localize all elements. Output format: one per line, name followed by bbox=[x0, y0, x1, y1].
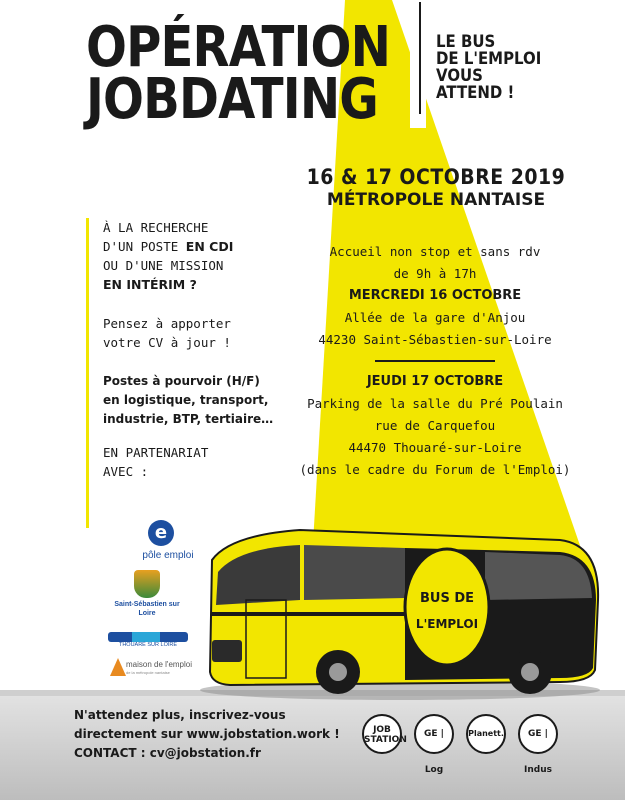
search-line-2-prefix: D'UN POSTE bbox=[103, 239, 186, 254]
partner-line-2: AVEC : bbox=[103, 464, 149, 479]
day2-address-1: Parking de la salle du Pré Poulain bbox=[307, 396, 563, 411]
day2-address-2: rue de Carquefou bbox=[374, 418, 496, 433]
footer-line-2: directement sur www.jobstation.work ! bbox=[74, 727, 340, 741]
schedule-intro-2: de 9h à 17h bbox=[393, 266, 477, 281]
day1-title: MERCREDI 16 OCTOBRE bbox=[348, 288, 522, 303]
title-line-1: OPÉRATION bbox=[86, 15, 391, 80]
thouare-text: THOUARÉ SUR LOIRE bbox=[118, 642, 178, 648]
jobs-line-3: industrie, BTP, tertiaire… bbox=[103, 412, 274, 426]
jobstation-logo: JOB STATION bbox=[362, 714, 402, 754]
bus-front-hub bbox=[329, 663, 347, 681]
footer-text bbox=[74, 706, 364, 763]
pole-emploi-icon: e bbox=[148, 520, 174, 546]
footer-line-1: N'attendez plus, inscrivez-vous bbox=[74, 708, 286, 722]
day2-note: (dans le cadre du Forum de l'Emploi) bbox=[299, 462, 571, 477]
bus-badge bbox=[405, 549, 489, 665]
event-date-text: 16 & 17 OCTOBRE 2019 bbox=[306, 165, 566, 189]
footer-contact: CONTACT : cv@jobstation.fr bbox=[74, 746, 261, 760]
search-line-4: EN INTÉRIM ? bbox=[103, 277, 197, 292]
cv-line-1: Pensez à apporter bbox=[103, 316, 231, 331]
jobs-line-2: en logistique, transport, bbox=[103, 393, 269, 407]
search-line-1: À LA RECHERCHE bbox=[103, 220, 209, 235]
day1-address-1: Allée de la gare d'Anjou bbox=[344, 310, 526, 325]
tagline-line-1: LE BUS bbox=[436, 32, 496, 52]
tagline-line-3: VOUS bbox=[436, 66, 483, 86]
jobs-line-1: Postes à pourvoir (H/F) bbox=[103, 374, 260, 388]
day2-address-3: 44470 Thouaré-sur-Loire bbox=[348, 440, 522, 455]
schedule-intro-1: Accueil non stop et sans rdv bbox=[329, 244, 541, 259]
day1-address-2: 44230 Saint-Sébastien-sur-Loire bbox=[318, 332, 552, 347]
planett-logo: Planett. bbox=[466, 714, 506, 754]
bus-stripe bbox=[212, 612, 406, 616]
ge-indus-logo: GE | Indus bbox=[518, 714, 558, 754]
day2-title: JEUDI 17 OCTOBRE bbox=[366, 374, 504, 389]
tagline-line-2: DE L'EMPLOI bbox=[436, 49, 542, 69]
cv-line-2: votre CV à jour ! bbox=[103, 335, 231, 350]
pole-emploi-text: pôle emploi bbox=[142, 550, 194, 561]
bus-front-grille bbox=[212, 640, 242, 662]
event-place-text: MÉTROPOLE NANTAISE bbox=[326, 190, 546, 210]
search-line-2-cdi: EN CDI bbox=[185, 239, 234, 254]
maison-emploi-subtext: de la métropole nantaise bbox=[126, 670, 170, 675]
tagline-line-4: ATTEND ! bbox=[436, 83, 515, 103]
bus-badge-line-2: L'EMPLOI bbox=[415, 617, 479, 631]
bus-badge-line-1: BUS DE bbox=[419, 591, 475, 606]
maison-emploi-text: maison de l'emploi bbox=[126, 660, 193, 669]
footer-logos bbox=[362, 714, 562, 775]
bus-rear-hub bbox=[521, 663, 539, 681]
partner-line-1: EN PARTENARIAT bbox=[103, 445, 209, 460]
bus-windows bbox=[304, 545, 405, 600]
saint-sebastien-text: Saint-Sébastien sur Loire bbox=[114, 601, 180, 617]
title-line-2: JOBDATING bbox=[86, 67, 378, 132]
search-line-3: OU D'UNE MISSION bbox=[103, 258, 224, 273]
ge-log-logo: GE | Log bbox=[414, 714, 454, 754]
